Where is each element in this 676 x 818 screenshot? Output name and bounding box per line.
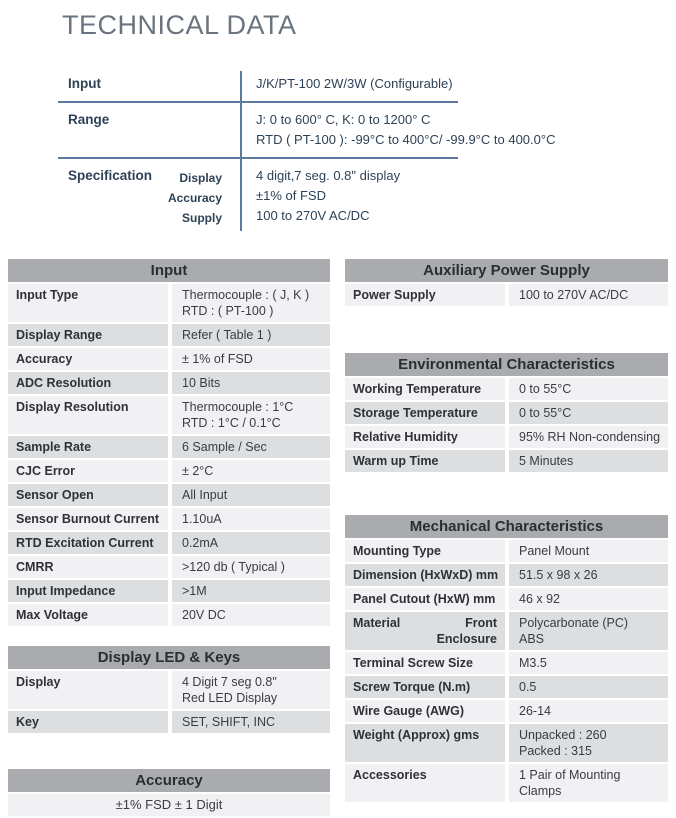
row-value (172, 348, 330, 370)
row-value-line: 0.2mA (182, 536, 219, 550)
tables-columns (8, 259, 668, 818)
table-row (345, 564, 668, 586)
row-value (240, 110, 555, 150)
table-body (8, 284, 330, 626)
row-value-line: 1 Pair of Mounting Clamps (519, 768, 621, 798)
row-value-line: 6 Sample / Sec (182, 440, 267, 454)
row-sublabel: Enclosure (436, 632, 497, 646)
row-value-line: 4 Digit 7 seg 0.8" (182, 675, 277, 689)
row-value-line: Polycarbonate (PC) (519, 616, 629, 630)
row-value (509, 652, 668, 674)
row-value-line: RTD ( PT-100 ): -99°C to 400°C/ -99.9°C to 400.0°C (256, 132, 556, 147)
table-body (345, 378, 668, 472)
table-body (345, 284, 668, 306)
table-row (345, 652, 668, 674)
row-label: Display Range (8, 324, 168, 346)
row-value (509, 540, 668, 562)
row-value-line: ± 1% of FSD (182, 352, 253, 366)
row-value (509, 724, 668, 762)
right-column (345, 259, 668, 818)
table-row (8, 284, 330, 322)
auxiliary-power-supply-table (345, 259, 668, 306)
row-value (240, 166, 458, 228)
row-value-line: Refer ( Table 1 ) (182, 328, 272, 342)
row-value-line: Packed : 315 (519, 744, 592, 758)
row-value (509, 564, 668, 586)
row-label: Wire Gauge (AWG) (345, 700, 505, 722)
row-label: Sensor Burnout Current (8, 508, 168, 530)
row-value-line: 46 x 92 (519, 592, 561, 606)
row-value (172, 484, 330, 506)
row-value (172, 436, 330, 458)
row-value-line: 1.10uA (182, 512, 222, 526)
table-row (345, 540, 668, 562)
row-label: Sample Rate (8, 436, 168, 458)
row-label (345, 612, 505, 650)
row-label: Accessories (345, 764, 505, 802)
table-row (8, 711, 330, 733)
table-row (8, 508, 330, 530)
row-label: Weight (Approx) gms (345, 724, 505, 762)
row-label: Display (8, 671, 168, 709)
row-value (509, 450, 668, 472)
row-label: Mounting Type (345, 540, 505, 562)
row-value-line: Thermocouple : 1°C (182, 400, 294, 414)
row-label: Working Temperature (345, 378, 505, 400)
row-value (509, 764, 668, 802)
row-value (172, 396, 330, 434)
row-value (172, 556, 330, 578)
row-value (172, 604, 330, 626)
row-label: RTD Excitation Current (8, 532, 168, 554)
mechanical-characteristics-table (345, 515, 668, 802)
row-value-line: 26-14 (519, 704, 551, 718)
row-label: Accuracy (8, 348, 168, 370)
row-label: Terminal Screw Size (345, 652, 505, 674)
table-row (8, 580, 330, 602)
row-label: Dimension (HxWxD) mm (345, 564, 505, 586)
table-row (345, 426, 668, 448)
table-row (8, 348, 330, 370)
table-row (8, 324, 330, 346)
row-value-line: 100 to 270V AC/DC (256, 208, 370, 223)
row-value-line: 0.5 (519, 680, 537, 694)
input-table (8, 259, 330, 626)
row-label: Key (8, 711, 168, 733)
row-value (509, 676, 668, 698)
row-value-line: 51.5 x 98 x 26 (519, 568, 598, 582)
row-label: Max Voltage (8, 604, 168, 626)
row-value: J/K/PT-100 2W/3W (Configurable) (256, 76, 453, 91)
row-value (509, 402, 668, 424)
table-row (345, 402, 668, 424)
row-value (509, 612, 668, 650)
table-row (345, 676, 668, 698)
row-value-line: ± 2°C (182, 464, 214, 478)
table-row (345, 284, 668, 306)
table-title: Environmental Characteristics (345, 353, 668, 376)
row-value (172, 671, 330, 709)
row-value: ±1% FSD ± 1 Digit (8, 794, 330, 816)
row-value (509, 284, 668, 306)
row-value (509, 426, 668, 448)
row-value (172, 508, 330, 530)
row-value-line: 20V DC (182, 608, 226, 622)
table-row (8, 436, 330, 458)
table-body (8, 671, 330, 733)
row-value-line: RTD : ( PT-100 ) (182, 304, 274, 318)
table-row (8, 604, 330, 626)
table-row (345, 700, 668, 722)
row-label: ADC Resolution (8, 372, 168, 394)
table-row (345, 612, 668, 650)
table-title: Display LED & Keys (8, 646, 330, 669)
table-row (8, 460, 330, 482)
row-sublabel: Front (465, 616, 497, 630)
row-label: CJC Error (8, 460, 168, 482)
row-label: Input Type (8, 284, 168, 322)
row-value-line: SET, SHIFT, INC (182, 715, 276, 729)
table-body (8, 794, 330, 816)
table-title: Accuracy (8, 769, 330, 792)
row-value-line: 95% RH Non-condensing (519, 430, 661, 444)
row-label-text: Material (353, 616, 401, 630)
table-row (345, 724, 668, 762)
row-value-line: ABS (519, 632, 545, 646)
row-sublabel: Supply (181, 211, 222, 225)
row-value-line: 0 to 55°C (519, 406, 572, 420)
row-label (58, 166, 240, 228)
row-value (172, 284, 330, 322)
row-value-line: Panel Mount (519, 544, 590, 558)
row-label: Storage Temperature (345, 402, 505, 424)
table-row (345, 378, 668, 400)
row-value (172, 372, 330, 394)
row-value-line: All Input (182, 488, 228, 502)
table-title: Input (8, 259, 330, 282)
row-label: CMRR (8, 556, 168, 578)
row-label: Panel Cutout (HxW) mm (345, 588, 505, 610)
row-sublabels (168, 168, 230, 228)
row-value (172, 532, 330, 554)
row-value-line: >120 db ( Typical ) (182, 560, 285, 574)
table-row (8, 794, 330, 816)
row-value-line: 10 Bits (182, 376, 221, 390)
row-value-line: Red LED Display (182, 691, 278, 705)
row-value-line: M3.5 (519, 656, 547, 670)
table-row (8, 484, 330, 506)
row-value-line: 4 digit,7 seg. 0.8" display (256, 168, 401, 183)
table-row (8, 372, 330, 394)
row-value (509, 588, 668, 610)
row-value-line: Thermocouple : ( J, K ) (182, 288, 310, 302)
row-sublabels (437, 615, 501, 647)
table-row (8, 556, 330, 578)
accuracy-table (8, 769, 330, 816)
page-title: TECHNICAL DATA (62, 10, 297, 40)
row-label: Range (68, 112, 110, 127)
row-value-line: J: 0 to 600° C, K: 0 to 1200° C (256, 112, 431, 127)
row-sublabel: Display (179, 171, 222, 185)
row-value (172, 324, 330, 346)
row-value (172, 460, 330, 482)
summary-table (58, 67, 556, 235)
row-label: Power Supply (345, 284, 505, 306)
row-label: Screw Torque (N.m) (345, 676, 505, 698)
row-value (509, 700, 668, 722)
table-row (345, 588, 668, 610)
table-row (8, 671, 330, 709)
environmental-characteristics-table (345, 353, 668, 472)
display-led-keys-table (8, 646, 330, 733)
row-label: Relative Humidity (345, 426, 505, 448)
row-value-line: ±1% of FSD (256, 188, 326, 203)
row-value-line: 5 Minutes (519, 454, 574, 468)
row-label: Sensor Open (8, 484, 168, 506)
left-column (8, 259, 330, 818)
row-value-line: Unpacked : 260 (519, 728, 607, 742)
row-label: Warm up Time (345, 450, 505, 472)
table-body (345, 540, 668, 802)
summary-row-specification (58, 159, 458, 235)
table-row (8, 396, 330, 434)
row-sublabel: Accuracy (167, 191, 222, 205)
table-title: Auxiliary Power Supply (345, 259, 668, 282)
table-row (345, 764, 668, 802)
row-value-line: 0 to 55°C (519, 382, 572, 396)
summary-row-input (58, 67, 458, 103)
table-row (8, 532, 330, 554)
vertical-divider (240, 71, 242, 231)
table-title: Mechanical Characteristics (345, 515, 668, 538)
row-label: Input (68, 76, 101, 91)
row-value (172, 711, 330, 733)
row-value (509, 378, 668, 400)
row-value-line: 100 to 270V AC/DC (519, 288, 629, 302)
row-label: Input Impedance (8, 580, 168, 602)
row-value (172, 580, 330, 602)
table-row (345, 450, 668, 472)
row-label: Display Resolution (8, 396, 168, 434)
summary-row-range (58, 103, 556, 159)
row-value-line: RTD : 1°C / 0.1°C (182, 416, 281, 430)
row-label-text: Specification (68, 168, 153, 183)
row-value-line: >1M (182, 584, 207, 598)
